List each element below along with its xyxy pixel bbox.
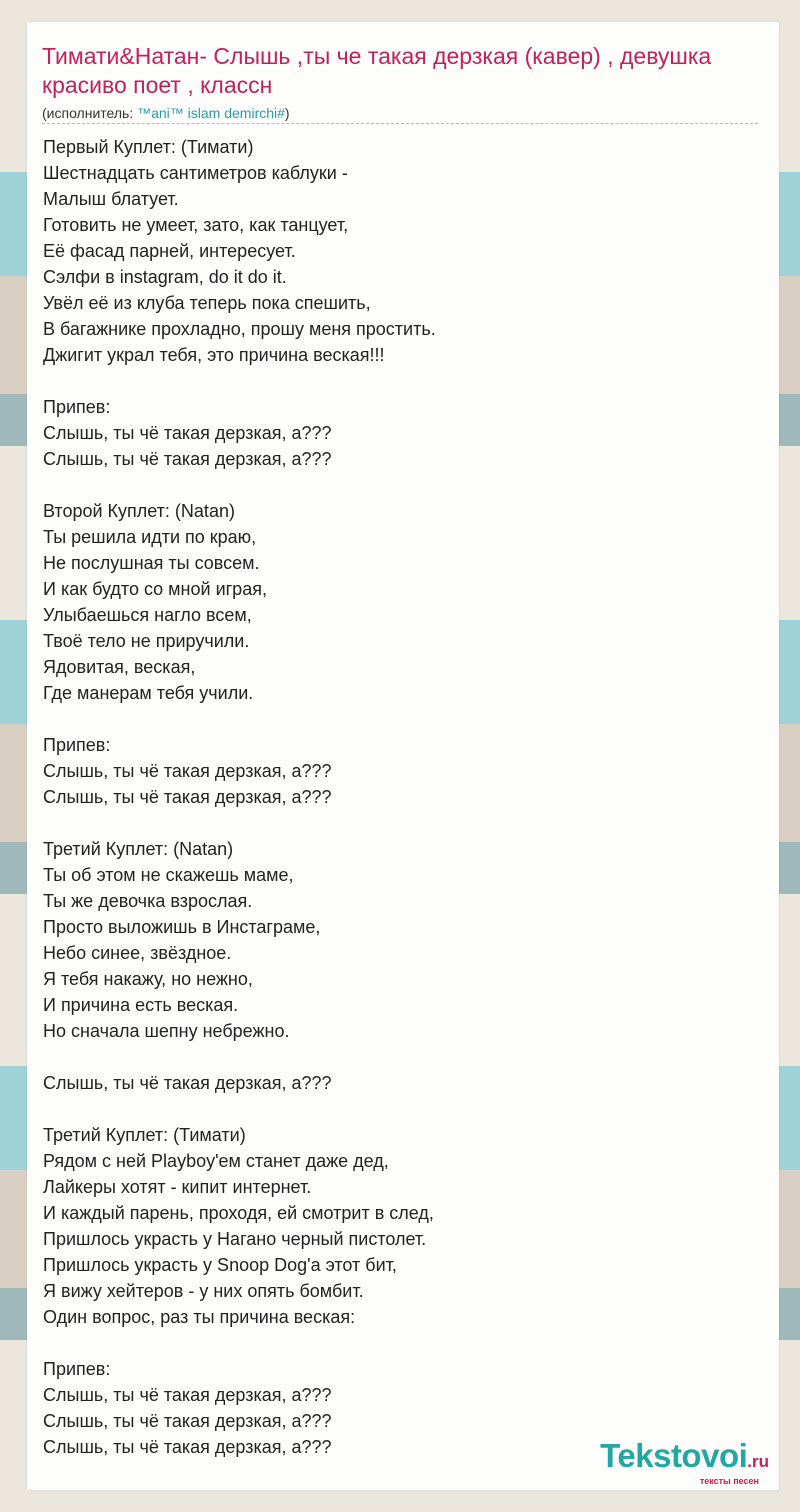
lyric-line: Третий Куплет: (Тимати) [43, 1125, 246, 1145]
lyric-line: Твоё тело не приручили. [43, 631, 250, 651]
logo-tagline: тексты песен [699, 1476, 759, 1486]
lyric-line: Слышь, ты чё такая дерзкая, а??? [43, 1073, 332, 1093]
lyric-line: Пришлось украсть у Нагано черный пистолет. [43, 1229, 427, 1249]
lyric-line: И как будто со мной играя, [43, 579, 267, 599]
site-logo[interactable] [600, 1439, 769, 1486]
lyric-line: Рядом с ней Playboy'ем станет даже дед, [43, 1151, 389, 1171]
lyric-line: Слышь, ты чё такая дерзкая, а??? [43, 1411, 332, 1431]
lyric-line: Где манерам тебя учили. [43, 683, 254, 703]
lyric-line: Не послушная ты совсем. [43, 553, 260, 573]
lyric-line: Слышь, ты чё такая дерзкая, а??? [43, 423, 332, 443]
lyric-line: Небо синее, звёздное. [43, 943, 232, 963]
lyric-line: Лайкеры хотят - кипит интернет. [43, 1177, 312, 1197]
lyric-line: Малыш блатует. [43, 189, 179, 209]
lyric-line [43, 472, 763, 498]
title-divider [42, 123, 758, 124]
lyric-line: Ты об этом не скажешь маме, [43, 865, 294, 885]
lyric-line [43, 1044, 763, 1070]
lyric-line [43, 1330, 763, 1356]
lyric-line: Ты решила идти по краю, [43, 527, 257, 547]
lyric-line [43, 1096, 763, 1122]
lyric-line: Готовить не умеет, зато, как танцует, [43, 215, 349, 235]
lyric-line: И причина есть веская. [43, 995, 239, 1015]
lyric-line: Второй Куплет: (Natan) [43, 501, 235, 521]
lyric-line: В багажнике прохладно, прошу меня простить. [43, 319, 436, 339]
lyric-line: Слышь, ты чё такая дерзкая, а??? [43, 761, 332, 781]
lyric-line: Я вижу хейтеров - у них опять бомбит. [43, 1281, 364, 1301]
lyric-line: Слышь, ты чё такая дерзкая, а??? [43, 1437, 332, 1457]
logo-name: Tekstovoi [600, 1437, 748, 1474]
lyric-line: Припев: [43, 735, 111, 755]
lyric-line: Я тебя накажу, но нежно, [43, 969, 253, 989]
lyric-line: Джигит украл тебя, это причина веская!!! [43, 345, 385, 365]
lyric-line: Увёл её из клуба теперь пока спешить, [43, 293, 371, 313]
lyric-line: Слышь, ты чё такая дерзкая, а??? [43, 449, 332, 469]
logo-tld: .ru [747, 1452, 769, 1471]
lyric-line: Сэлфи в instagram, do it do it. [43, 267, 287, 287]
lyric-line: Ядовитая, веская, [43, 657, 196, 677]
lyric-line: Припев: [43, 1359, 111, 1379]
lyric-line: Её фасад парней, интересует. [43, 241, 296, 261]
lyric-line: Один вопрос, раз ты причина веская: [43, 1307, 356, 1327]
lyric-line: Но сначала шепну небрежно. [43, 1021, 290, 1041]
lyric-line: И каждый парень, проходя, ей смотрит в след, [43, 1203, 434, 1223]
lyric-line: Слышь, ты чё такая дерзкая, а??? [43, 1385, 332, 1405]
lyric-line: Припев: [43, 397, 111, 417]
lyric-line: Улыбаешься нагло всем, [43, 605, 252, 625]
song-title: Тимати&Натан- Слышь ,ты че такая дерзкая (кавер) , девушка красиво поет , классн [42, 43, 712, 98]
performer-link[interactable]: ™ani™ islam demirchi# [137, 105, 285, 121]
performer-prefix: (исполнитель: [42, 105, 138, 121]
performer-suffix: ) [284, 105, 290, 121]
lyric-line: Шестнадцать сантиметров каблуки - [43, 163, 348, 183]
logo-wordmark [600, 1439, 769, 1479]
lyric-line: Пришлось украсть у Snoop Dog'a этот бит, [43, 1255, 397, 1275]
lyric-line: Первый Куплет: (Тимати) [43, 137, 254, 157]
lyric-line: Просто выложишь в Инстаграме, [43, 917, 321, 937]
lyric-line: Ты же девочка взрослая. [43, 891, 253, 911]
lyric-line: Слышь, ты чё такая дерзкая, а??? [43, 787, 332, 807]
lyric-line [43, 368, 763, 394]
lyric-line: Третий Куплет: (Natan) [43, 839, 234, 859]
performer-line [42, 104, 290, 122]
lyrics-text [43, 134, 763, 1460]
lyrics-card [27, 22, 779, 1490]
lyric-line [43, 810, 763, 836]
lyric-line [43, 706, 763, 732]
